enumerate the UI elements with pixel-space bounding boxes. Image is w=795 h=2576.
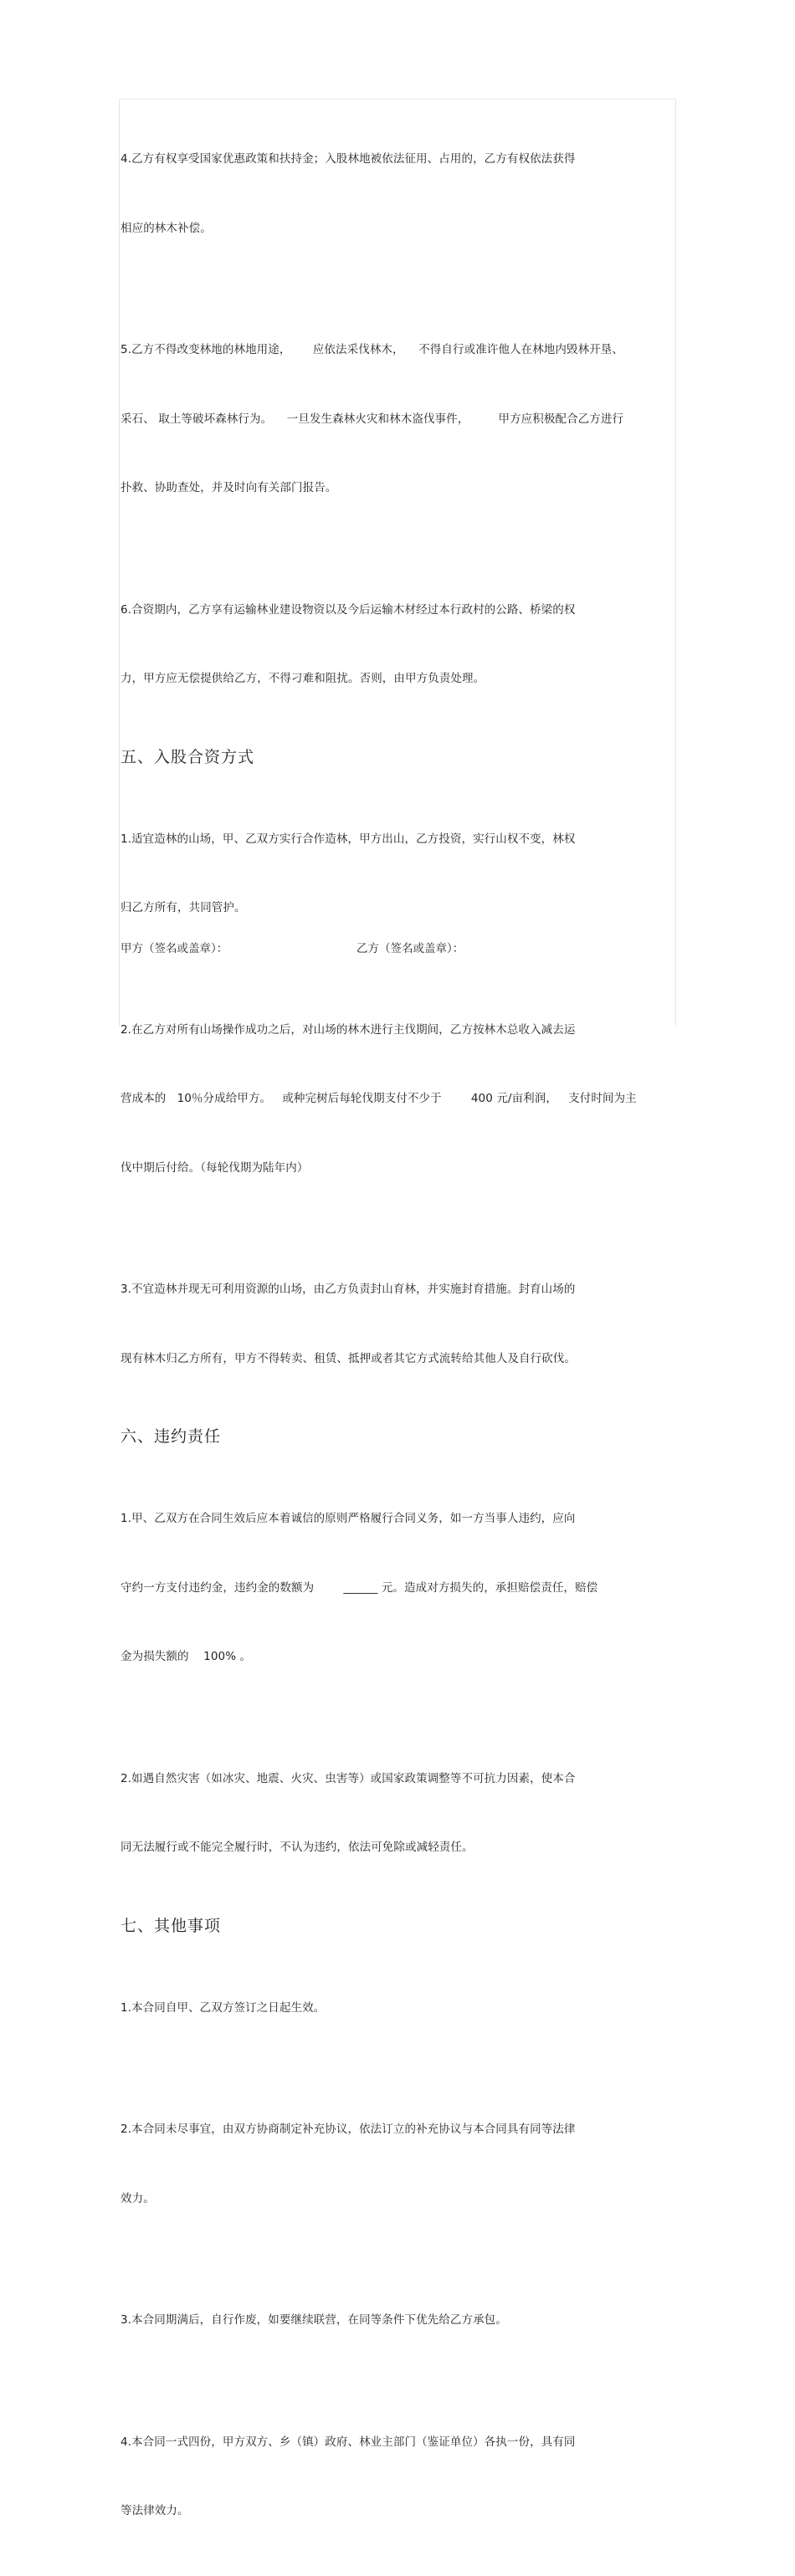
clause-6-1 [121,1462,673,1715]
clause-7-2 [121,2072,673,2256]
clause-7-3 [121,2263,673,2379]
party-b-signature-label: 乙方（签名或盖章）： [356,942,464,955]
clause-7-1 [121,1951,673,2066]
text-line: 6.合资期内，乙方享有运输林业建设物资以及今后运输木材经过本行政村的公路、桥梁的权 [121,602,576,617]
text-line: 归乙方所有，共同管护。 [121,901,246,914]
contract-body [121,102,673,2576]
text-line: 守约一方支付违约金，违约金的数额为 ______ 元。造成对方损失的，承担赔偿责任，赔偿 [121,1580,598,1595]
section-heading-7: 七、其他事项 [121,1916,222,1935]
text-line: 1.本合同自甲、乙双方签订之日起生效。 [121,2000,326,2015]
text-line: 3.不宜造林并现无可利用资源的山场，由乙方负责封山育林，并实施封育措施。封育山场的 [121,1283,576,1296]
text-line: 现有林木归乙方所有，甲方不得转卖、租赁、抵押或者其它方式流转给其他人及自行砍伐。 [121,1351,576,1365]
text-line: 金为损失额的 100% 。 [121,1650,252,1663]
text-line: 采石、 取土等破坏森林行为。 一旦发生森林火灾和林木盗伐事件， 甲方应积极配合乙方进行 [121,412,624,426]
text-line: 同无法履行或不能完全履行时，不认为违约，依法可免除或减轻责任。 [121,1841,474,1854]
text-line: 力，甲方应无偿提供给乙方，不得刁难和阻扰。否则，由甲方负责处理。 [121,672,485,685]
clause-4-6 [121,553,673,737]
section-heading-5: 五、入股合资方式 [121,747,255,766]
text-line: 营成本的 10％分成给甲方。 或种完树后每轮伐期支付不少于 400 元/亩利润， 支付时间为主 [121,1092,637,1105]
clause-6-2 [121,1722,673,1906]
text-line: 相应的林木补偿。 [121,221,212,235]
text-line: 2.如遇自然灾害（如冰灾、地震、火灾、虫害等）或国家政策调整等不可抗力因素，使本合 [121,1771,576,1785]
text-line: 效力。 [121,2191,155,2205]
party-a-signature-label: 甲方（签名或盖章）： [121,942,228,955]
text-line: 3.本合同期满后，自行作废，如要继续联营，在同等条件下优先给乙方承包。 [121,2313,507,2327]
text-line: 5.乙方不得改变林地的林地用途， 应依法采伐林木， 不得自行或准许他人在林地内毁林开垦、 [121,343,623,356]
clause-7-4 [121,2385,673,2569]
clause-4-5 [121,293,673,546]
text-line: 伐中期后付给。（每轮伐期为陆年内） [121,1160,309,1175]
section-heading-6: 六、违约责任 [121,1427,222,1446]
clause-5-3 [121,1232,673,1416]
text-line: 1.甲、乙双方在合同生效后应本着诚信的原则严格履行合同义务，如一方当事人违约，应向 [121,1512,576,1525]
text-line: 4.本合同一式四份，甲方双方、乡（镇）政府、林业主部门（鉴证单位）各执一份，具有同 [121,2435,576,2449]
text-line: 4.乙方有权享受国家优惠政策和扶持金；入股林地被依法征用、占用的，乙方有权依法获得 [121,152,576,166]
clause-5-2 [121,973,673,1227]
text-line: 等法律效力。 [121,2504,189,2517]
text-line: 2.本合同未尽事宜，由双方协商制定补充协议，依法订立的补充协议与本合同具有同等法律 [121,2123,576,2136]
clause-4-4 [121,102,673,286]
text-line: 1.适宜造林的山场，甲、乙双方实行合作造林，甲方出山，乙方投资，实行山权不变，林权 [121,832,576,846]
text-line: 扑救、协助查处，并及时向有关部门报告。 [121,481,337,494]
text-line: 2.在乙方对所有山场操作成功之后，对山场的林木进行主伐期间，乙方按林木总收入减去运 [121,1022,576,1037]
